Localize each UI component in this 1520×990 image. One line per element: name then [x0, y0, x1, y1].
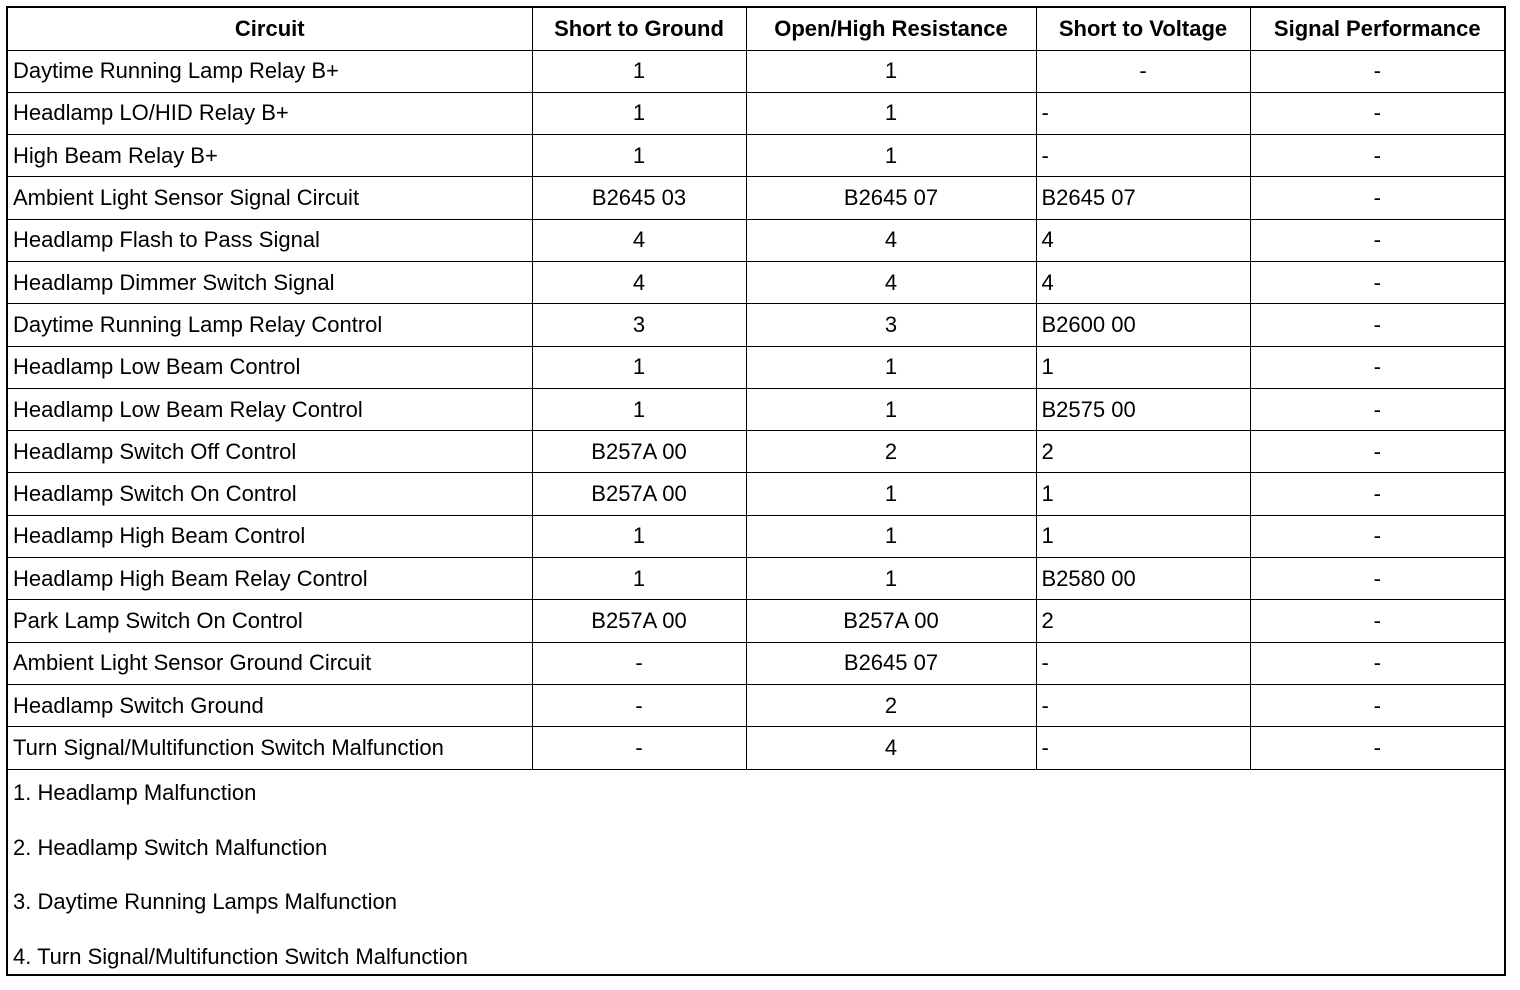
- cell-signal-performance: -: [1250, 388, 1504, 430]
- cell-signal-performance: -: [1250, 135, 1504, 177]
- cell-open-high-resistance: 4: [746, 219, 1036, 261]
- circuit-name-cell: Turn Signal/Multifunction Switch Malfunction: [8, 727, 532, 769]
- cell-short-to-voltage: -: [1036, 92, 1250, 134]
- cell-short-to-ground: 1: [532, 388, 746, 430]
- cell-open-high-resistance: 2: [746, 684, 1036, 726]
- table-row: [8, 684, 1504, 726]
- cell-signal-performance: -: [1250, 684, 1504, 726]
- cell-open-high-resistance: 4: [746, 261, 1036, 303]
- column-header-short-to-ground: Short to Ground: [532, 8, 746, 50]
- circuit-name-cell: Daytime Running Lamp Relay B+: [8, 50, 532, 92]
- circuit-name-cell: Headlamp High Beam Control: [8, 515, 532, 557]
- cell-signal-performance: -: [1250, 92, 1504, 134]
- circuit-name-cell: Headlamp Flash to Pass Signal: [8, 219, 532, 261]
- cell-signal-performance: -: [1250, 177, 1504, 219]
- circuit-name-cell: Headlamp Low Beam Relay Control: [8, 388, 532, 430]
- cell-signal-performance: -: [1250, 600, 1504, 642]
- cell-open-high-resistance: 1: [746, 135, 1036, 177]
- table-row: [8, 473, 1504, 515]
- cell-short-to-ground: 1: [532, 135, 746, 177]
- cell-open-high-resistance: B2645 07: [746, 642, 1036, 684]
- table-row: [8, 515, 1504, 557]
- circuit-name-cell: Headlamp High Beam Relay Control: [8, 558, 532, 600]
- cell-signal-performance: -: [1250, 727, 1504, 769]
- cell-short-to-voltage: -: [1036, 727, 1250, 769]
- table-row: [8, 219, 1504, 261]
- cell-open-high-resistance: 1: [746, 50, 1036, 92]
- circuit-name-cell: Headlamp Dimmer Switch Signal: [8, 261, 532, 303]
- cell-short-to-voltage: 4: [1036, 261, 1250, 303]
- column-header-signal-performance: Signal Performance: [1250, 8, 1504, 50]
- cell-short-to-ground: 1: [532, 558, 746, 600]
- circuit-name-cell: Daytime Running Lamp Relay Control: [8, 304, 532, 346]
- cell-open-high-resistance: 3: [746, 304, 1036, 346]
- cell-short-to-ground: B2645 03: [532, 177, 746, 219]
- cell-short-to-voltage: -: [1036, 50, 1250, 92]
- cell-short-to-voltage: B2575 00: [1036, 388, 1250, 430]
- cell-short-to-ground: B257A 00: [532, 600, 746, 642]
- cell-signal-performance: -: [1250, 50, 1504, 92]
- cell-short-to-voltage: 1: [1036, 473, 1250, 515]
- cell-short-to-ground: 1: [532, 515, 746, 557]
- cell-open-high-resistance: B2645 07: [746, 177, 1036, 219]
- table-row: [8, 388, 1504, 430]
- circuit-diagnostic-table: [8, 8, 1504, 770]
- circuit-name-cell: Headlamp LO/HID Relay B+: [8, 92, 532, 134]
- cell-short-to-voltage: 2: [1036, 431, 1250, 473]
- table-row: [8, 727, 1504, 769]
- cell-short-to-ground: B257A 00: [532, 431, 746, 473]
- cell-short-to-ground: 1: [532, 346, 746, 388]
- cell-signal-performance: -: [1250, 261, 1504, 303]
- cell-short-to-voltage: 1: [1036, 346, 1250, 388]
- cell-open-high-resistance: 1: [746, 515, 1036, 557]
- cell-short-to-voltage: B2645 07: [1036, 177, 1250, 219]
- table-row: [8, 92, 1504, 134]
- table-row: [8, 304, 1504, 346]
- footnote-item: 2. Headlamp Switch Malfunction: [13, 834, 328, 860]
- cell-short-to-voltage: 1: [1036, 515, 1250, 557]
- cell-signal-performance: -: [1250, 346, 1504, 388]
- cell-signal-performance: -: [1250, 515, 1504, 557]
- cell-open-high-resistance: 1: [746, 473, 1036, 515]
- cell-short-to-ground: -: [532, 642, 746, 684]
- table-row: [8, 177, 1504, 219]
- cell-short-to-ground: 4: [532, 219, 746, 261]
- footnote-item: 4. Turn Signal/Multifunction Switch Malfunction: [13, 944, 468, 970]
- circuit-name-cell: Park Lamp Switch On Control: [8, 600, 532, 642]
- diagnostic-table-sheet: [6, 6, 1506, 976]
- cell-signal-performance: -: [1250, 473, 1504, 515]
- cell-short-to-ground: 1: [532, 50, 746, 92]
- cell-open-high-resistance: 1: [746, 92, 1036, 134]
- cell-short-to-voltage: B2580 00: [1036, 558, 1250, 600]
- table-row: [8, 642, 1504, 684]
- footnote-item: 1. Headlamp Malfunction: [13, 780, 257, 805]
- cell-open-high-resistance: B257A 00: [746, 600, 1036, 642]
- circuit-name-cell: Headlamp Switch On Control: [8, 473, 532, 515]
- table-header-row: [8, 8, 1504, 50]
- circuit-name-cell: Headlamp Switch Off Control: [8, 431, 532, 473]
- cell-short-to-voltage: 4: [1036, 219, 1250, 261]
- circuit-name-cell: Ambient Light Sensor Ground Circuit: [8, 642, 532, 684]
- table-row: [8, 558, 1504, 600]
- table-row: [8, 135, 1504, 177]
- cell-short-to-ground: B257A 00: [532, 473, 746, 515]
- cell-short-to-voltage: -: [1036, 642, 1250, 684]
- table-row: [8, 50, 1504, 92]
- table-row: [8, 261, 1504, 303]
- column-header-short-to-voltage: Short to Voltage: [1036, 8, 1250, 50]
- table-row: [8, 346, 1504, 388]
- column-header-circuit: Circuit: [8, 8, 532, 50]
- cell-signal-performance: -: [1250, 558, 1504, 600]
- table-row: [8, 600, 1504, 642]
- cell-open-high-resistance: 1: [746, 388, 1036, 430]
- cell-signal-performance: -: [1250, 304, 1504, 346]
- column-header-open-high-resistance: Open/High Resistance: [746, 8, 1036, 50]
- footnotes: [8, 771, 1504, 990]
- table-body: [8, 50, 1504, 769]
- cell-signal-performance: -: [1250, 431, 1504, 473]
- table-row: [8, 431, 1504, 473]
- cell-signal-performance: -: [1250, 642, 1504, 684]
- circuit-name-cell: Headlamp Switch Ground: [8, 684, 532, 726]
- cell-open-high-resistance: 4: [746, 727, 1036, 769]
- footnote-item: 3. Daytime Running Lamps Malfunction: [13, 889, 397, 915]
- cell-open-high-resistance: 1: [746, 558, 1036, 600]
- cell-signal-performance: -: [1250, 219, 1504, 261]
- cell-short-to-ground: 3: [532, 304, 746, 346]
- cell-short-to-voltage: -: [1036, 684, 1250, 726]
- cell-short-to-ground: -: [532, 684, 746, 726]
- cell-short-to-voltage: -: [1036, 135, 1250, 177]
- cell-short-to-ground: -: [532, 727, 746, 769]
- cell-open-high-resistance: 2: [746, 431, 1036, 473]
- cell-short-to-ground: 1: [532, 92, 746, 134]
- cell-short-to-voltage: B2600 00: [1036, 304, 1250, 346]
- circuit-name-cell: High Beam Relay B+: [8, 135, 532, 177]
- cell-short-to-voltage: 2: [1036, 600, 1250, 642]
- circuit-name-cell: Ambient Light Sensor Signal Circuit: [8, 177, 532, 219]
- cell-short-to-ground: 4: [532, 261, 746, 303]
- cell-open-high-resistance: 1: [746, 346, 1036, 388]
- circuit-name-cell: Headlamp Low Beam Control: [8, 346, 532, 388]
